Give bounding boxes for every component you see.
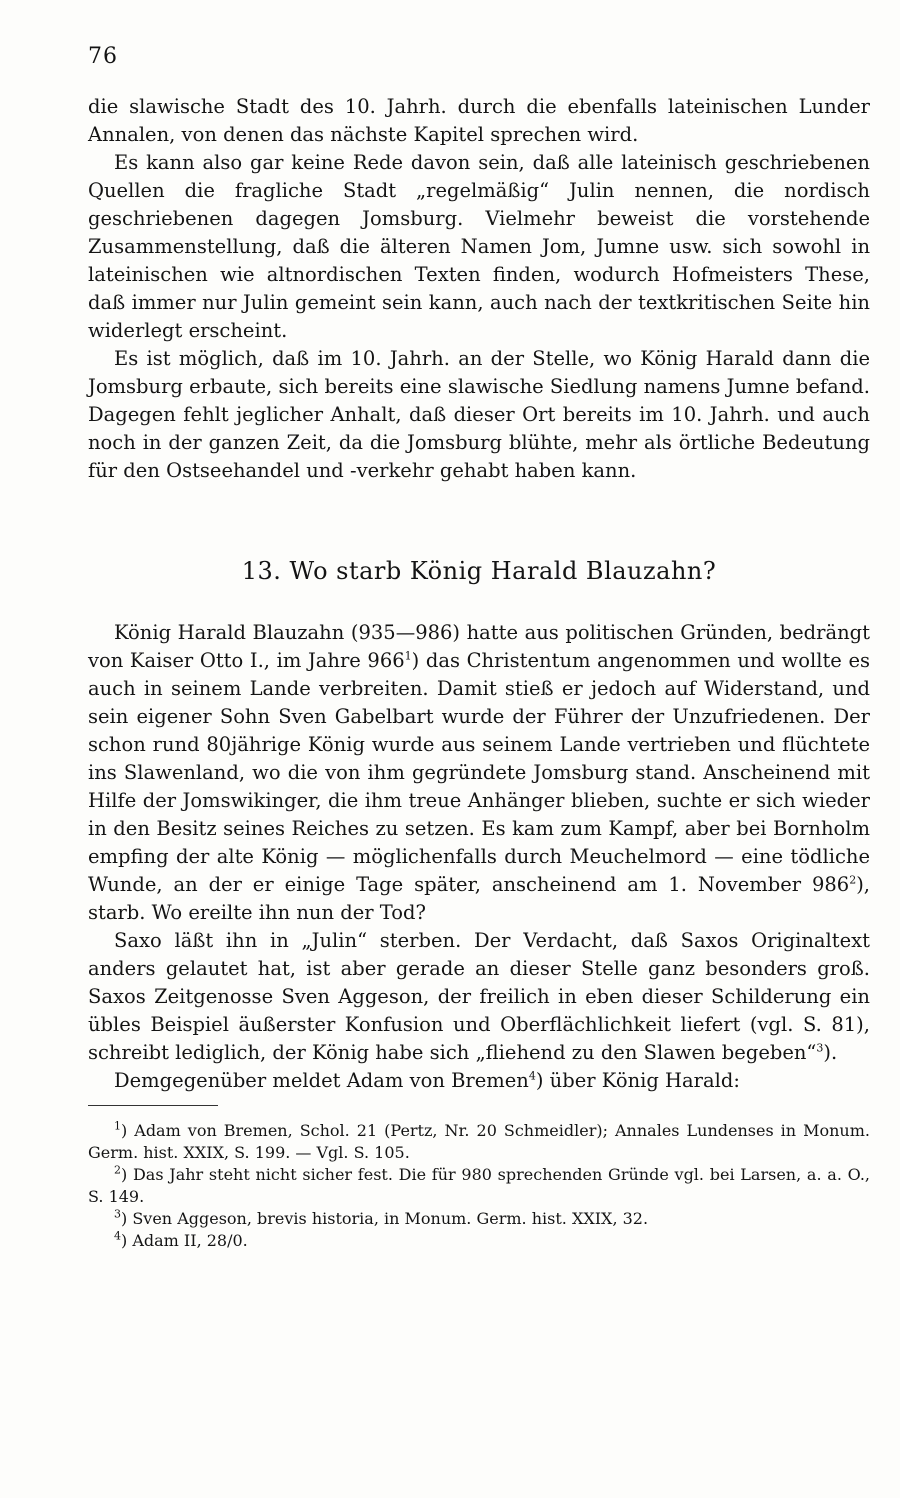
footnote-mark: 2 xyxy=(114,1163,121,1177)
paragraph-text: ). xyxy=(823,1041,838,1064)
footnote-text: ) Adam II, 28/0. xyxy=(121,1231,248,1250)
page-number: 76 xyxy=(88,44,118,69)
paragraph-text: ) über König Harald: xyxy=(535,1069,740,1092)
footnote xyxy=(88,1208,870,1230)
footnote-mark: 4 xyxy=(114,1229,121,1243)
footnote-mark: 1 xyxy=(114,1119,121,1133)
footnote xyxy=(88,1164,870,1208)
paragraph-text: ) das Christentum angenommen und wollte es auch in seinem Lande verbreiten. Damit stieß er jedoch auf Widerstand, und sein eigener Sohn Sven Gabelbart wurde der Führer der Unzufriedenen. Der schon rund 80jährige König wurde aus seinem Lande vertrieben und flüchtete ins Slawenland, wo die von ihm gegründete Jomsburg stand. Anscheinend mit Hilfe der Jomswikinger, die ihm treue Anhänger blieben, suchte er sich wieder in den Besitz seines Reiches zu setzen. Es kam zum Kampf, aber bei Bornholm empfing der alte König — möglichenfalls durch Meuchelmord — eine tödliche Wunde, an der er einige Tage später, anscheinend am 1. November 986 xyxy=(88,649,870,896)
paragraph-text: Saxo läßt ihn in „Julin“ sterben. Der Verdacht, daß Saxos Originaltext anders gelautet hat, ist aber gerade an dieser Stelle ganz besonders groß. Saxos Zeitgenosse Sven Aggeson, der freilich in eben dieser Schilderung ein übles Beispiel äußerster Konfusion und Oberflächlichkeit liefert (vgl. S. 81), schreibt lediglich, der König habe sich „fliehend zu den Slawen begeben“ xyxy=(88,929,870,1064)
paragraph xyxy=(88,1067,870,1095)
paragraph: Es ist möglich, daß im 10. Jahrh. an der Stelle, wo König Harald dann die Jomsburg erbaute, sich bereits eine slawische Siedlung namens Jumne befand. Dagegen fehlt jeglicher Anhalt, daß dieser Ort bereits im 10. Jahrh. und auch noch in der ganzen Zeit, da die Jomsburg blühte, mehr als örtliche Bedeutung für den Ostseehandel und -verkehr gehabt haben kann. xyxy=(88,347,870,482)
paragraph-text: ), starb. Wo ereilte ihn nun der Tod? xyxy=(88,873,870,924)
section-heading: 13. Wo starb König Harald Blauzahn? xyxy=(241,557,717,585)
footnote-text: ) Das Jahr steht nicht sicher fest. Die für 980 sprechenden Gründe vgl. bei Larsen, a. a. O., S. 149. xyxy=(88,1165,870,1206)
paragraph-text: König Harald Blauzahn (935—986) hatte aus politischen Gründen, bedrängt von Kaiser Otto I., im Jahre 966 xyxy=(88,621,870,672)
paragraph-continuation: die slawische Stadt des 10. Jahrh. durch die ebenfalls lateinischen Lunder Annalen, von denen das nächste Kapitel sprechen wird. xyxy=(88,95,870,146)
footnote-reference: 4 xyxy=(528,1069,536,1083)
footnote-text: ) Adam von Bremen, Schol. 21 (Pertz, Nr. 20 Schmeidler); Annales Lundenses in Monum. Germ. hist. XXIX, S. 199. — Vgl. S. 105. xyxy=(88,1121,870,1162)
footnote-text: ) Sven Aggeson, brevis historia, in Monum. Germ. hist. XXIX, 32. xyxy=(121,1209,649,1228)
footnote xyxy=(88,1120,870,1164)
footnote-reference: 2 xyxy=(849,873,857,887)
paragraph xyxy=(88,619,870,927)
footnote xyxy=(88,1230,870,1252)
paragraph-text: Demgegenüber meldet Adam von Bremen xyxy=(114,1069,529,1092)
footnote-reference: 1 xyxy=(404,649,412,663)
footnote-reference: 3 xyxy=(816,1041,824,1055)
footnote-separator xyxy=(88,1105,218,1106)
paragraph: Es kann also gar keine Rede davon sein, daß alle lateinisch geschriebenen Quellen die fragliche Stadt „regelmäßig“ Julin nennen, die nordisch geschriebenen dagegen Jomsburg. Vielmehr beweist die vorstehende Zusammenstellung, daß die älteren Namen Jom, Jumne usw. sich sowohl in lateinischen wie altnordischen Texten finden, wodurch Hofmeisters These, daß immer nur Julin gemeint sein kann, auch nach der textkritischen Seite hin widerlegt erscheint. xyxy=(88,151,870,342)
paragraph xyxy=(88,927,870,1067)
footnote-mark: 3 xyxy=(114,1207,121,1221)
